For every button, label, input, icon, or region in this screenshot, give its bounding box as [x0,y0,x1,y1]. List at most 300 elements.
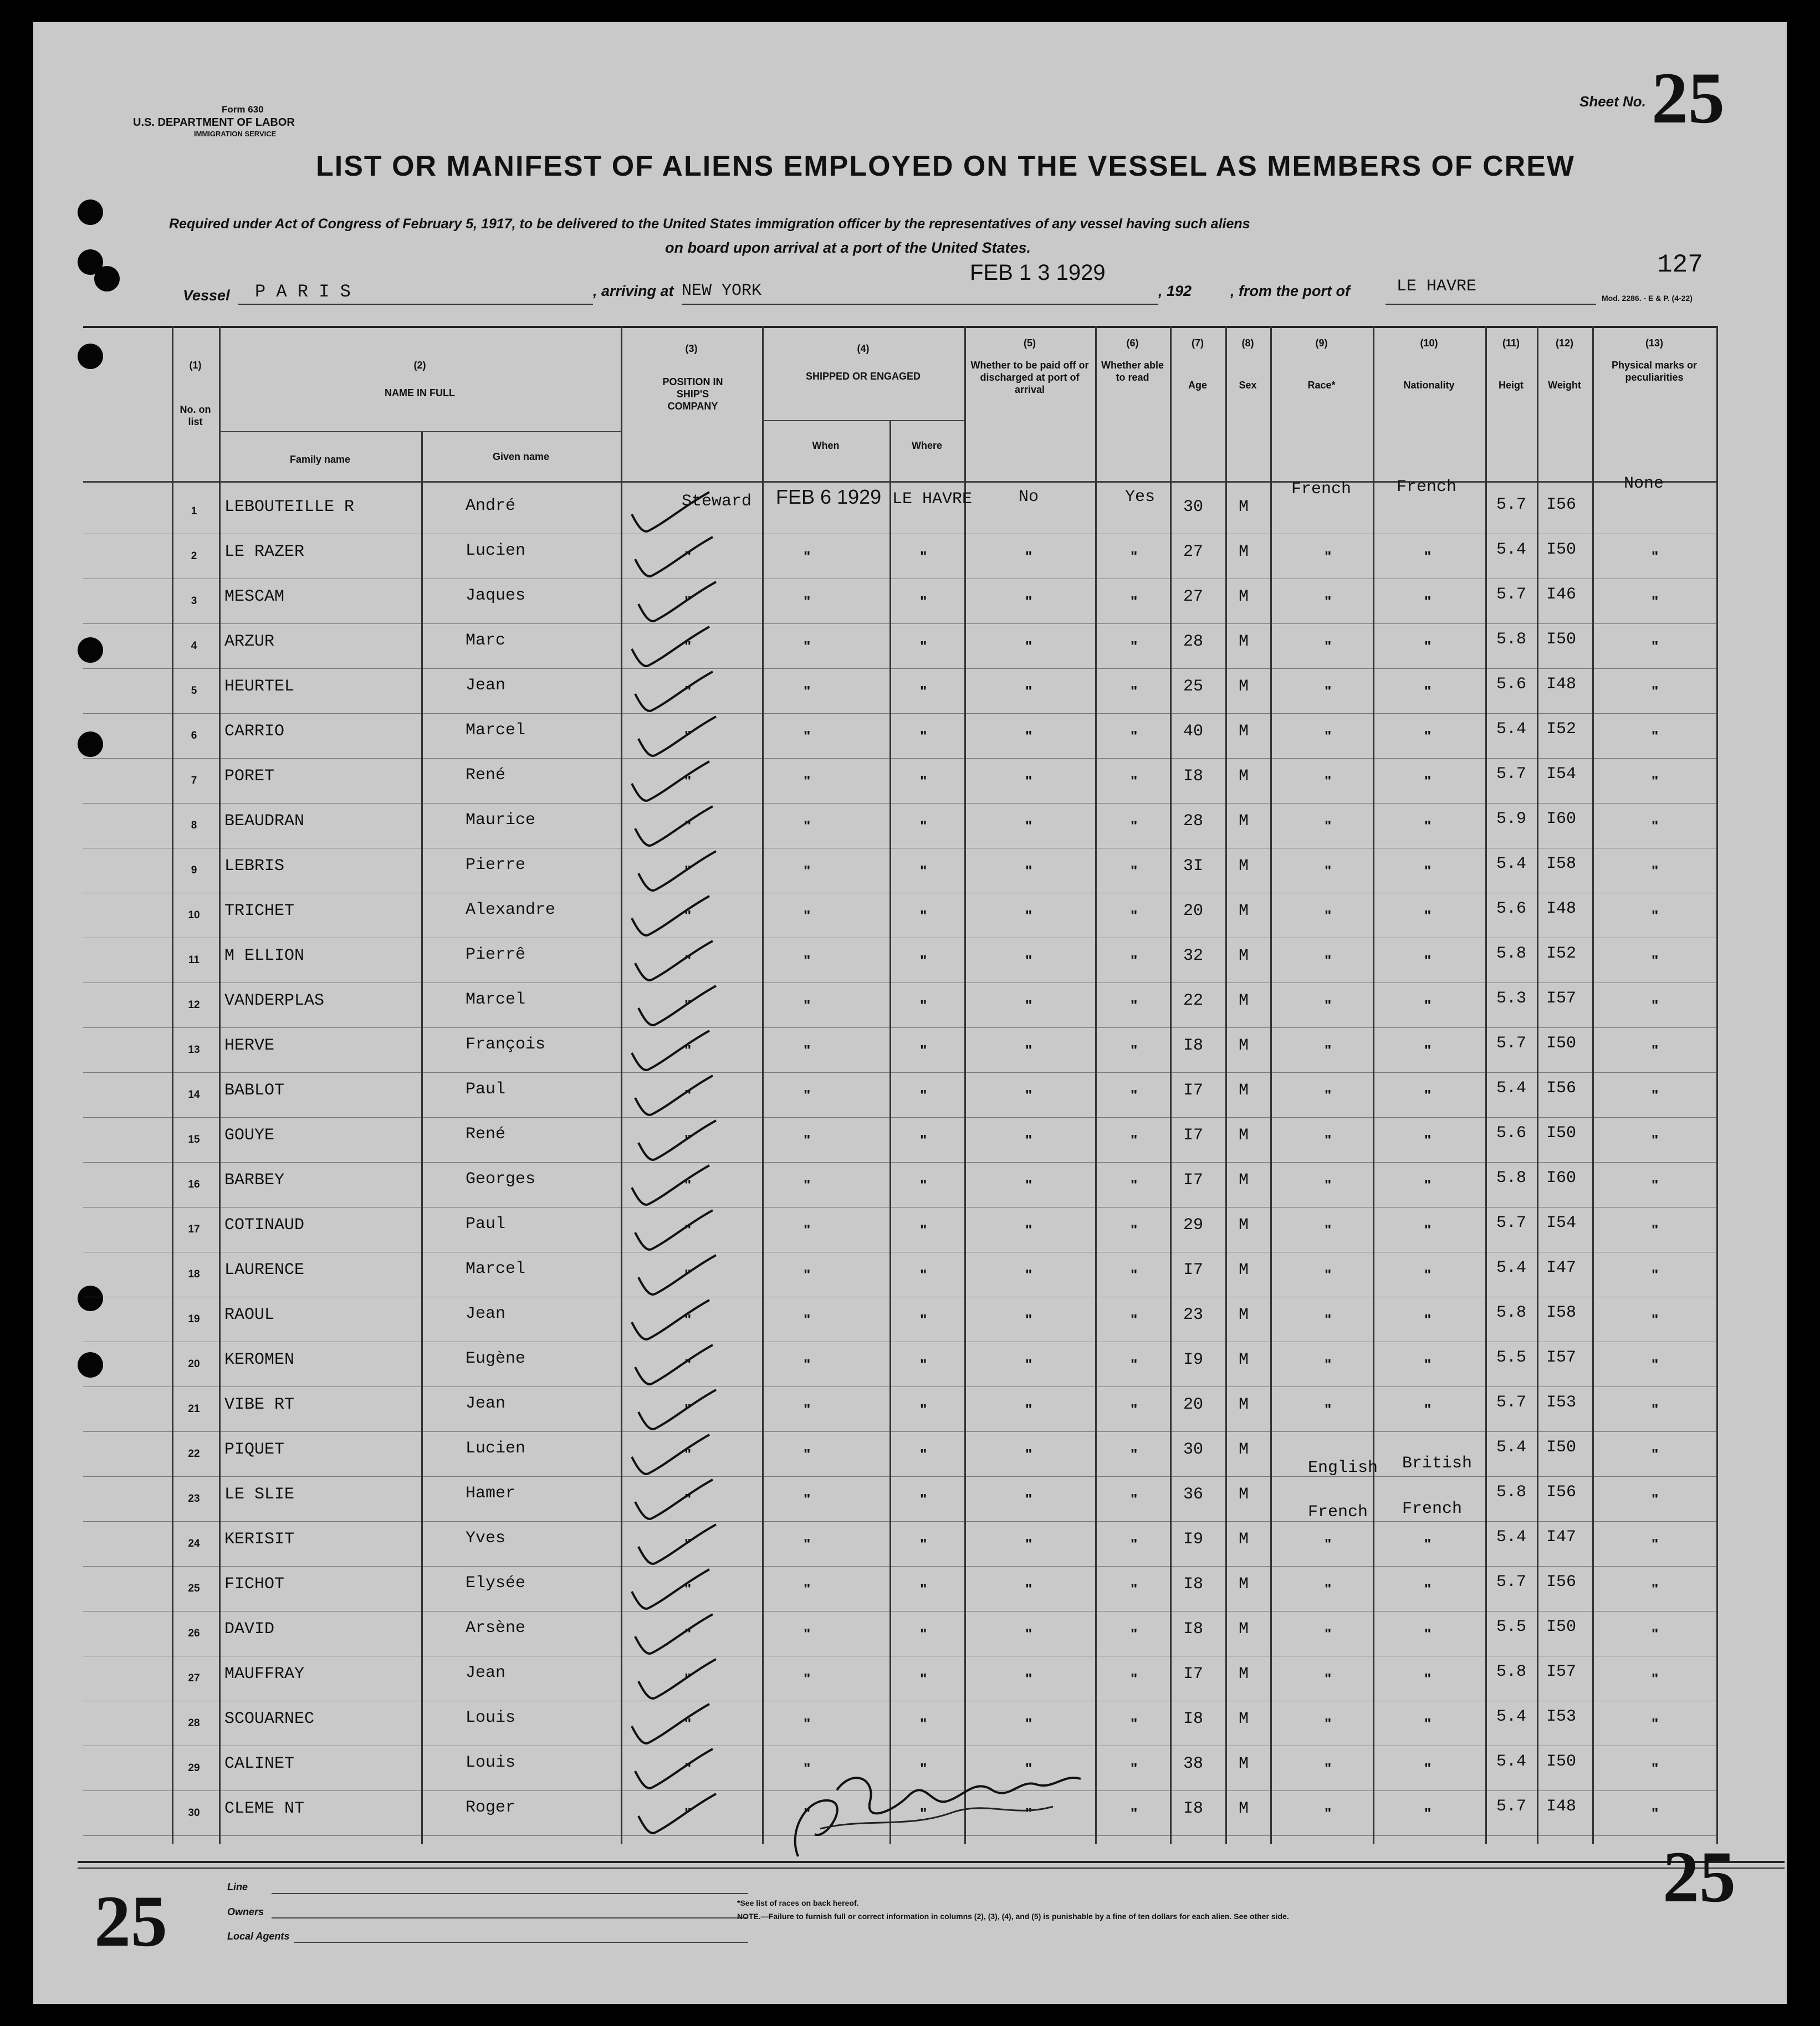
ditto-mark: " [1131,862,1138,879]
col-divider [219,326,221,1844]
ditto-mark: " [1025,1536,1032,1552]
ditto-mark: " [1025,862,1032,879]
age: 20 [1183,902,1204,920]
ditto-mark: " [1025,638,1032,654]
ditto-mark: " [1424,1580,1432,1597]
family-name: GOUYE [224,1126,275,1145]
check-mark [638,986,716,1025]
ditto-mark: " [1652,683,1659,699]
table-top-rule [83,326,1718,328]
col-divider [889,420,891,1844]
row-22-race: English [1308,1459,1378,1477]
ditto-mark: " [1424,728,1432,744]
ditto-mark: " [804,1221,811,1238]
ditto-mark: " [1325,1670,1332,1687]
ditto-mark: " [920,1536,927,1552]
height: 5.6 [1496,1124,1527,1143]
ditto-mark: " [1424,1670,1432,1687]
footer-line-label: Line [227,1881,248,1892]
arrival-date: FEB 1 3 1929 [970,260,1106,285]
footer-owners-label: Owners [227,1906,264,1917]
form-number: Form 630 [222,104,264,115]
check-mark [632,1165,709,1205]
ditto-mark: " [1131,728,1138,744]
row-23-nationality: French [1402,1500,1463,1518]
weight: I57 [1546,989,1577,1008]
age: I8 [1183,1575,1204,1594]
ditto-mark: " [684,1446,692,1462]
ditto-mark: " [1131,1760,1138,1777]
ditto-mark: " [1131,548,1138,565]
check-mark [635,1480,713,1519]
given-name: Jean [466,1394,506,1413]
height: 5.7 [1496,1034,1527,1053]
ditto-mark: " [1025,1491,1032,1507]
ditto-mark: " [1424,817,1432,834]
ditto-mark: " [1131,1221,1138,1238]
ditto-mark: " [1131,1536,1138,1552]
given-name: Lucien [466,1439,526,1458]
sex: M [1239,587,1249,606]
ditto-mark: " [1424,1042,1432,1058]
ditto-mark: " [1424,1132,1432,1148]
footer-rule [78,1868,1785,1869]
col-divider [1716,326,1718,1844]
ditto-mark: " [1025,1625,1032,1642]
col-6-number: (6) [1126,337,1139,349]
ditto-mark: " [1424,862,1432,879]
ditto-mark: " [1025,728,1032,744]
height: 5.8 [1496,1169,1527,1188]
ditto-mark: " [1025,683,1032,699]
family-name: BABLOT [224,1081,285,1100]
height: 5.4 [1496,1752,1527,1771]
row-1-shipped-when: FEB 6 1929 [776,485,882,508]
age: 28 [1183,812,1204,831]
ditto-mark: " [1025,1580,1032,1597]
row-number: 11 [188,954,200,966]
from-label: , from the port of [1230,283,1350,299]
ditto-mark: " [1131,1715,1138,1732]
weight: I53 [1546,1707,1577,1726]
ditto-mark: " [1131,1625,1138,1642]
family-name: CARRIO [224,722,285,741]
col-3-header: POSITION IN SHIP'S COMPANY [662,376,723,412]
given-name: Arsène [466,1619,526,1638]
family-name: RAOUL [224,1306,275,1324]
row-number: 3 [191,595,197,607]
given-name: Georges [466,1170,536,1189]
ditto-mark: " [1652,997,1659,1014]
sex: M [1239,1620,1249,1639]
row-number: 10 [188,909,200,921]
family-name: FICHOT [224,1575,285,1594]
sex: M [1239,767,1249,786]
ditto-mark: " [804,1805,811,1822]
age: I7 [1183,1665,1204,1684]
age: 28 [1183,632,1204,651]
check-mark [632,1300,709,1339]
ditto-mark: " [1131,1491,1138,1507]
age: 29 [1183,1216,1204,1235]
height: 5.8 [1496,1483,1527,1502]
ditto-mark: " [920,593,927,610]
row-number: 30 [188,1807,200,1819]
given-name: François [466,1035,546,1054]
col-7-number: (7) [1192,337,1204,349]
sex: M [1239,812,1249,831]
ditto-mark: " [1131,1356,1138,1373]
ditto-mark: " [920,1446,927,1462]
weight: I50 [1546,1752,1577,1771]
ditto-mark: " [1131,1087,1138,1103]
arriving-port: NEW YORK [682,282,762,300]
ditto-mark: " [684,1536,692,1552]
age: 27 [1183,543,1204,561]
ditto-mark: " [1325,638,1332,654]
row-1-position: Steward [682,492,752,511]
ditto-mark: " [1025,907,1032,924]
weight: I47 [1546,1528,1577,1547]
ditto-mark: " [1424,548,1432,565]
ditto-mark: " [1325,907,1332,924]
col-11-number: (11) [1502,337,1520,349]
ditto-mark: " [804,1580,811,1597]
ditto-mark: " [1131,1446,1138,1462]
weight: I54 [1546,765,1577,784]
given-name: Jean [466,676,506,695]
row-rule [83,1027,1718,1028]
height: 5.4 [1496,1528,1527,1547]
ditto-mark: " [1652,1176,1659,1193]
height: 5.4 [1496,720,1527,739]
col-4-header: SHIPPED OR ENGAGED [805,371,921,382]
given-name: Yves [466,1529,506,1548]
ditto-mark: " [1424,997,1432,1014]
row-number: 16 [188,1179,200,1190]
ditto-mark: " [1652,1491,1659,1507]
col-2b-header: Given name [492,451,550,462]
ditto-mark: " [804,1042,811,1058]
sex: M [1239,1665,1249,1684]
ditto-mark: " [1325,1715,1332,1732]
ditto-mark: " [684,1491,692,1507]
check-marks [615,326,781,1844]
row-number: 28 [188,1717,200,1729]
footer-agents-label: Local Agents [227,1931,290,1942]
weight: I50 [1546,630,1577,649]
height: 5.4 [1496,1258,1527,1277]
age: I8 [1183,1036,1204,1055]
age: 36 [1183,1485,1204,1504]
ditto-mark: " [1025,1132,1032,1148]
age: 22 [1183,991,1204,1010]
age: 38 [1183,1754,1204,1773]
inspector-signature [765,1746,1097,1868]
row-number: 12 [188,999,200,1011]
col-divider [1270,326,1272,1844]
sex: M [1239,722,1249,741]
ditto-mark: " [1131,907,1138,924]
row-number: 26 [188,1628,200,1639]
family-name: VIBE RT [224,1395,295,1414]
ditto-mark: " [1131,952,1138,969]
ditto-mark: " [920,1132,927,1148]
ditto-mark: " [1131,772,1138,789]
row-rule [83,623,1718,624]
given-name: André [466,497,516,515]
ditto-mark: " [804,1760,811,1777]
height: 5.8 [1496,1303,1527,1322]
row-number: 23 [188,1493,200,1505]
ditto-mark: " [920,997,927,1014]
manifest-table [83,326,1718,1844]
header-subrule-name [219,431,621,432]
given-name: Paul [466,1215,506,1234]
family-name: MAUFFRAY [224,1665,305,1684]
age: 40 [1183,722,1204,741]
family-name: VANDERPLAS [224,991,325,1010]
family-name: LEBRIS [224,857,285,876]
row-rule [83,1072,1718,1073]
row-number: 14 [188,1089,200,1101]
ditto-mark: " [1025,1670,1032,1687]
footer-rule [78,1861,1785,1863]
ditto-mark: " [684,1625,692,1642]
height: 5.8 [1496,630,1527,649]
weight: I48 [1546,675,1577,694]
given-name: Jaques [466,586,526,605]
row-number: 20 [188,1358,200,1370]
height: 5.7 [1496,1393,1527,1412]
col-divider [421,431,423,1844]
col-divider [1537,326,1538,1844]
row-number: 18 [188,1268,200,1280]
ditto-mark: " [1424,1536,1432,1552]
ditto-mark: " [1424,593,1432,610]
ditto-mark: " [1424,907,1432,924]
col-4a-header: When [812,440,840,451]
sex: M [1239,1575,1249,1594]
weight: I57 [1546,1662,1577,1681]
weight: I50 [1546,1124,1577,1143]
ditto-mark: " [804,1266,811,1283]
ditto-mark: " [804,548,811,565]
page-title: LIST OR MANIFEST OF ALIENS EMPLOYED ON THE VESSEL AS MEMBERS OF CREW [316,150,1575,182]
given-name: Pierre [466,856,526,874]
ditto-mark: " [1652,1087,1659,1103]
ditto-mark: " [920,548,927,565]
ditto-mark: " [684,1715,692,1732]
ditto-mark: " [1424,1625,1432,1642]
ditto-mark: " [1424,1087,1432,1103]
weight: I56 [1546,495,1577,514]
age: I9 [1183,1530,1204,1549]
ditto-mark: " [1325,1536,1332,1552]
manifest-sheet [33,22,1787,2004]
check-mark [635,806,713,846]
ditto-mark: " [1652,1401,1659,1418]
ditto-mark: " [920,862,927,879]
col-6-header: Whether able to read [1101,360,1164,383]
age: I8 [1183,767,1204,786]
ditto-mark: " [1325,593,1332,610]
ditto-mark: " [1131,1311,1138,1328]
col-1-header: No. on list [180,404,211,427]
arriving-underline [682,304,1158,305]
ditto-mark: " [920,1491,927,1507]
age: 30 [1183,498,1204,516]
ditto-mark: " [804,1536,811,1552]
ditto-mark: " [1131,638,1138,654]
ditto-mark: " [1131,1042,1138,1058]
height: 5.8 [1496,944,1527,963]
sheet-number: 25 [1652,57,1725,139]
ditto-mark: " [920,1760,927,1777]
row-rule [83,1476,1718,1477]
ditto-mark: " [920,1805,927,1822]
ditto-mark: " [920,728,927,744]
row-number: 5 [191,685,197,697]
col-3-number: (3) [685,343,698,354]
height: 5.4 [1496,855,1527,873]
ditto-mark: " [1325,1805,1332,1822]
check-mark [635,1076,713,1115]
given-name: Elysée [466,1574,526,1593]
ditto-mark: " [804,1446,811,1462]
age: I8 [1183,1710,1204,1728]
given-name: Alexandre [466,901,556,919]
sex: M [1239,1710,1249,1728]
age: I8 [1183,1799,1204,1818]
height: 5.9 [1496,810,1527,828]
col-1-number: (1) [189,360,202,371]
row-1-paid-off: No [1019,488,1039,506]
height: 5.7 [1496,765,1527,784]
ditto-mark: " [684,638,692,654]
ditto-mark: " [1424,1176,1432,1193]
age: 30 [1183,1440,1204,1459]
ditto-mark: " [1652,1132,1659,1148]
ditto-mark: " [1025,1087,1032,1103]
ditto-mark: " [920,1670,927,1687]
header-bottom-rule [83,481,1718,483]
family-name: DAVID [224,1620,275,1639]
family-name: HERVE [224,1036,275,1055]
ditto-mark: " [1025,1176,1032,1193]
weight: I56 [1546,1483,1577,1502]
vessel-name: P A R I S [255,282,351,302]
check-mark [635,672,713,711]
height: 5.4 [1496,540,1527,559]
weight: I58 [1546,855,1577,873]
col-4b-header: Where [911,440,942,451]
ditto-mark: " [804,997,811,1014]
given-name: Marcel [466,990,526,1009]
age: 25 [1183,677,1204,696]
family-name: SCOUARNEC [224,1710,315,1728]
age: I7 [1183,1081,1204,1100]
ditto-mark: " [1424,1760,1432,1777]
col-10-number: (10) [1420,337,1438,349]
sex: M [1239,1485,1249,1504]
ditto-mark: " [1131,997,1138,1014]
row-number: 6 [191,730,197,741]
check-mark [638,1255,716,1295]
ditto-mark: " [1652,1760,1659,1777]
ditto-mark: " [1325,1760,1332,1777]
ditto-mark: " [920,638,927,654]
sex: M [1239,1261,1249,1280]
ditto-mark: " [804,907,811,924]
ditto-mark: " [1424,1311,1432,1328]
col-12-header: Weight [1548,380,1581,391]
given-name: René [466,1125,506,1144]
ditto-mark: " [1325,862,1332,879]
row-number: 21 [188,1403,200,1415]
family-name: CALINET [224,1754,295,1773]
height: 5.7 [1496,585,1527,604]
sheet-label: Sheet No. [1579,93,1646,110]
ditto-mark: " [1424,1401,1432,1418]
col-4-number: (4) [857,343,870,354]
col-12-number: (12) [1555,337,1573,349]
family-name: CLEME NT [224,1799,305,1818]
row-number: 8 [191,820,197,831]
weight: I60 [1546,1169,1577,1188]
check-mark [632,1031,709,1070]
ditto-mark: " [920,1580,927,1597]
height: 5.4 [1496,1438,1527,1457]
col-2-header: NAME IN FULL [385,387,455,398]
family-name: KEROMEN [224,1350,295,1369]
ditto-mark: " [684,772,692,789]
sex: M [1239,1395,1249,1414]
family-name: LAURENCE [224,1261,305,1280]
ditto-mark: " [920,1266,927,1283]
age: 32 [1183,947,1204,965]
sex: M [1239,632,1249,651]
check-mark [635,1749,713,1788]
row-number: 19 [188,1313,200,1325]
row-number: 24 [188,1538,200,1549]
height: 5.7 [1496,495,1527,514]
ditto-mark: " [1424,638,1432,654]
weight: I50 [1546,1034,1577,1053]
sex: M [1239,677,1249,696]
ditto-mark: " [1131,1132,1138,1148]
ditto-mark: " [920,772,927,789]
age: 3I [1183,857,1204,876]
ditto-mark: " [1131,1266,1138,1283]
col-divider [1225,326,1227,1844]
family-name: M ELLION [224,947,305,965]
ditto-mark: " [920,1356,927,1373]
ditto-mark: " [1325,1401,1332,1418]
ditto-mark: " [1652,1670,1659,1687]
ditto-mark: " [804,1625,811,1642]
ditto-mark: " [684,593,692,610]
ditto-mark: " [1652,817,1659,834]
row-number: 25 [188,1583,200,1594]
ditto-mark: " [684,1132,692,1148]
ditto-mark: " [1325,1087,1332,1103]
check-mark [632,1704,709,1743]
row-1-physical-marks: None [1624,474,1664,493]
service-name: IMMIGRATION SERVICE [194,130,277,138]
row-number: 29 [188,1762,200,1774]
family-name: COTINAUD [224,1216,305,1235]
